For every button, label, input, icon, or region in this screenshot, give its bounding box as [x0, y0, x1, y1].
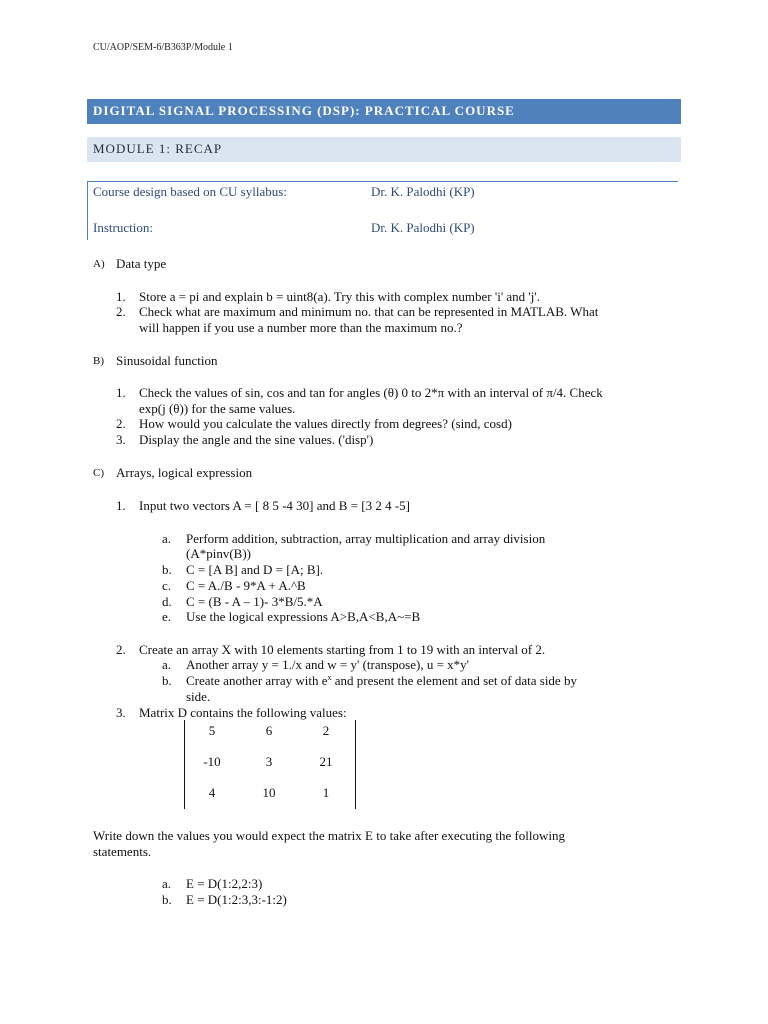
closing-paragraph: Write down the values you would expect the matrix E to take after executing the following [93, 828, 566, 843]
list-number: 2. [116, 642, 126, 657]
section-c-letter: C) [93, 467, 104, 479]
instruction-value: Dr. K. Palodhi (KP) [371, 220, 475, 235]
list-number: 1. [116, 289, 126, 304]
sub-list-letter: b. [162, 673, 172, 688]
sub-list-item [186, 673, 577, 689]
matrix-left-bar [184, 720, 185, 809]
sub-list-letter: b. [162, 562, 172, 577]
list-item: Check the values of sin, cos and tan for angles (θ) 0 to 2*π with an interval of π/4. Check [139, 385, 603, 400]
list-item-continuation: exp(j (θ)) for the same values. [139, 401, 296, 416]
matrix-cell: 1 [322, 785, 330, 800]
sub-list-item-continuation: (A*pinv(B)) [186, 546, 251, 561]
sub-list-item: Perform addition, subtraction, array multiplication and array division [186, 531, 546, 546]
sub-list-item: C = A./B - 9*A + A.^B [186, 578, 306, 593]
list-item: Store a = pi and explain b = uint8(a). Try this with complex number 'i' and 'j'. [139, 289, 540, 304]
section-b-letter: B) [93, 355, 104, 367]
list-number: 3. [116, 432, 126, 447]
sub-list-letter: b. [162, 892, 172, 907]
sub-list-letter: e. [162, 609, 172, 624]
matrix-cell: 2 [322, 723, 330, 738]
text-part: Create another array with e [186, 673, 328, 688]
list-number: 1. [116, 498, 126, 513]
module-title-bar: MODULE 1: RECAP [87, 137, 681, 162]
closing-paragraph-continuation: statements. [93, 844, 152, 859]
list-item: Check what are maximum and minimum no. that can be represented in MATLAB. What [139, 304, 599, 319]
matrix-cell: 3 [265, 754, 273, 769]
sub-list-item: Another array y = 1./x and w = y' (transpose), u = x*y' [186, 657, 470, 672]
matrix-cell: -10 [203, 754, 221, 769]
section-c-title: Arrays, logical expression [116, 465, 253, 480]
list-item: Display the angle and the sine values. ('disp') [139, 432, 374, 447]
document-code: CU/AOP/SEM-6/B363P/Module 1 [93, 42, 233, 53]
sub-list-letter: a. [162, 531, 172, 546]
design-label: Course design based on CU syllabus: [93, 184, 287, 199]
sub-list-letter: c. [162, 578, 172, 593]
list-number: 2. [116, 304, 126, 319]
list-item: Matrix D contains the following values: [139, 705, 347, 720]
matrix-cell: 4 [208, 785, 216, 800]
sub-list-item: C = (B - A – 1)- 3*B/5.*A [186, 594, 323, 609]
list-item: Create an array X with 10 elements starting from 1 to 19 with an interval of 2. [139, 642, 546, 657]
list-item-continuation: will happen if you use a number more than the maximum no.? [139, 320, 463, 335]
section-a-title: Data type [116, 256, 167, 271]
list-item: Input two vectors A = [ 8 5 -4 30] and B = [3 2 4 -5] [139, 498, 411, 513]
matrix-cell: 21 [319, 754, 333, 769]
matrix-cell: 6 [265, 723, 273, 738]
superscript: x [327, 673, 332, 682]
section-b-title: Sinusoidal function [116, 353, 218, 368]
sub-list-item: Use the logical expressions A>B,A<B,A~=B [186, 609, 421, 624]
sub-list-item: C = [A B] and D = [A; B]. [186, 562, 324, 577]
matrix-cell: 5 [208, 723, 216, 738]
text-part: and present the element and set of data side by [331, 673, 577, 688]
sub-list-letter: a. [162, 657, 172, 672]
design-value: Dr. K. Palodhi (KP) [371, 184, 475, 199]
matrix-cell: 10 [262, 785, 276, 800]
list-item: How would you calculate the values directly from degrees? (sind, cosd) [139, 416, 512, 431]
list-number: 1. [116, 385, 126, 400]
instruction-label: Instruction: [93, 220, 153, 235]
list-number: 2. [116, 416, 126, 431]
sub-list-item: E = D(1:2:3,3:-1:2) [186, 892, 287, 907]
list-number: 3. [116, 705, 126, 720]
sub-list-item: E = D(1:2,2:3) [186, 876, 263, 891]
sub-list-item-continuation: side. [186, 689, 211, 704]
sub-list-letter: d. [162, 594, 172, 609]
sub-list-letter: a. [162, 876, 172, 891]
section-a-letter: A) [93, 258, 105, 270]
course-title-bar: DIGITAL SIGNAL PROCESSING (DSP): PRACTICAL COURSE [87, 99, 681, 124]
matrix-right-bar [355, 720, 356, 809]
